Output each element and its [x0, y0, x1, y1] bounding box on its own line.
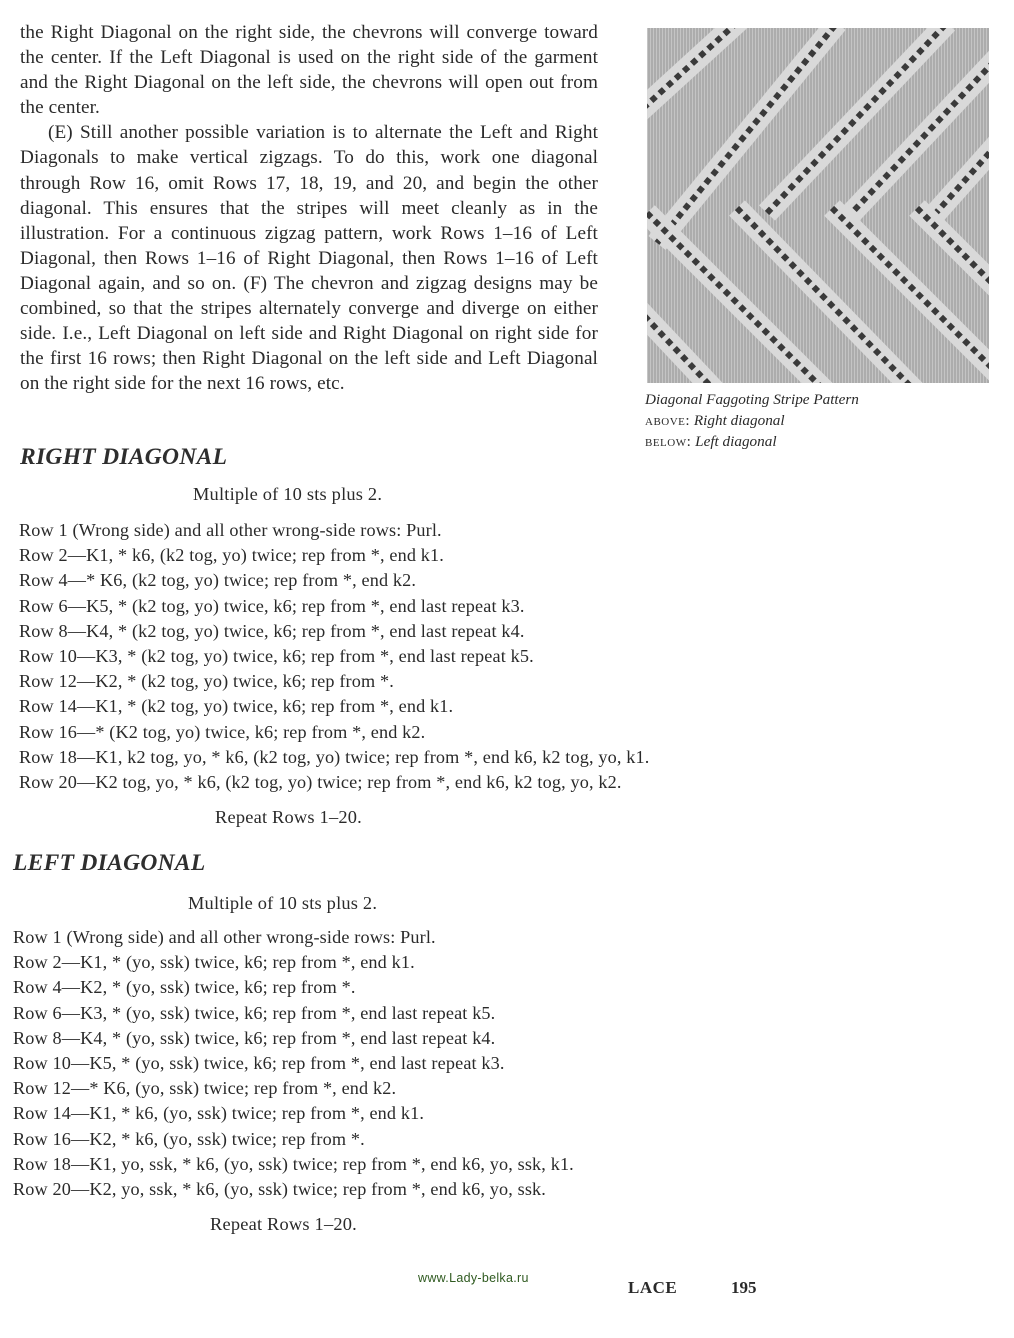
row-item: Row 10—K3, * (k2 tog, yo) twice, k6; rep from *, end last repeat k5.	[19, 646, 534, 667]
caption-above	[645, 410, 985, 431]
right-diagonal-multiple: Multiple of 10 sts plus 2.	[193, 484, 383, 504]
row-item: Row 6—K5, * (k2 tog, yo) twice, k6; rep from *, end last repeat k3.	[19, 595, 525, 616]
row-item: Row 8—K4, * (yo, ssk) twice, k6; rep from *, end last repeat k4.	[13, 1027, 496, 1048]
figure-caption	[645, 389, 985, 452]
row-item: Row 4—K2, * (yo, ssk) twice, k6; rep from *.	[13, 977, 356, 998]
row-item: Row 12—K2, * (k2 tog, yo) twice, k6; rep from *.	[19, 671, 394, 692]
watermark-link[interactable]: www.Lady-belka.ru	[418, 1271, 529, 1285]
row-item: Row 16—K2, * k6, (yo, ssk) twice; rep from *.	[13, 1128, 365, 1149]
knitted-swatch-photo-icon	[647, 28, 989, 383]
intro-paragraph-2: (E) Still another possible variation is to alternate the Left and Right Diagonals to make vertical zigzags. To do this, work one diagonal through Row 16, omit Rows 17, 18, 19, and 20, and begin the other diagonal. This ensures that the stripes will meet cleanly as in the illustration. For a continuous zigzag pattern, work Rows 1–16 of Left Diagonal, then Rows 1–16 of Right Diagonal, then Rows 1–16 of Left Diagonal again, and so on. (F) The chevron and zigzag designs may be combined, so that the stripes alternately converge and diverge on either side. I.e., Left Diagonal on left side and Right Diagonal on right side for the first 16 rows; then Right Diagonal on the left side and Left Diagonal on the right side for the next 16 rows, etc.	[20, 122, 598, 395]
row-item: Row 12—* K6, (yo, ssk) twice; rep from *, end k2.	[13, 1078, 397, 1099]
left-diagonal-heading: LEFT DIAGONAL	[13, 850, 206, 876]
left-diagonal-multiple: Multiple of 10 sts plus 2.	[188, 893, 378, 913]
left-diagonal-repeat: Repeat Rows 1–20.	[210, 1214, 357, 1234]
row-item: Row 2—K1, * (yo, ssk) twice, k6; rep from *, end k1.	[13, 952, 415, 973]
right-diagonal-heading: RIGHT DIAGONAL	[20, 444, 228, 470]
intro-paragraph-1: the Right Diagonal on the right side, the chevrons will converge toward the center. If the Left Diagonal is used on the right side of the garment and the Right Diagonal on the left side, the chevrons will open out from the center.	[20, 22, 598, 119]
row-item: Row 10—K5, * (yo, ssk) twice, k6; rep from *, end last repeat k3.	[13, 1053, 505, 1074]
row-item: Row 14—K1, * k6, (yo, ssk) twice; rep from *, end k1.	[13, 1103, 425, 1124]
swatch-photo	[647, 28, 989, 383]
row-item: Row 20—K2 tog, yo, * k6, (k2 tog, yo) twice; rep from *, end k6, k2 tog, yo, k2.	[19, 772, 622, 793]
caption-below-value: Left diagonal	[695, 433, 777, 450]
row-item: Row 14—K1, * (k2 tog, yo) twice, k6; rep from *, end k1.	[19, 696, 454, 717]
running-footer-section: LACE	[628, 1278, 678, 1297]
row-item: Row 20—K2, yo, ssk, * k6, (yo, ssk) twice; rep from *, end k6, yo, ssk.	[13, 1179, 546, 1200]
row-item: Row 4—* K6, (k2 tog, yo) twice; rep from *, end k2.	[19, 570, 417, 591]
intro-text	[20, 20, 598, 396]
page-number: 195	[731, 1278, 757, 1297]
left-diagonal-rows	[13, 925, 574, 1202]
row-item: Row 6—K3, * (yo, ssk) twice, k6; rep from *, end last repeat k5.	[13, 1002, 496, 1023]
caption-below	[645, 431, 985, 452]
row-item: Row 8—K4, * (k2 tog, yo) twice, k6; rep from *, end last repeat k4.	[19, 620, 525, 641]
row-item: Row 1 (Wrong side) and all other wrong-side rows: Purl.	[13, 927, 436, 947]
row-item: Row 2—K1, * k6, (k2 tog, yo) twice; rep from *, end k1.	[19, 545, 444, 566]
right-diagonal-rows	[19, 518, 649, 795]
row-item: Row 16—* (K2 tog, yo) twice, k6; rep from *, end k2.	[19, 721, 426, 742]
row-item: Row 1 (Wrong side) and all other wrong-side rows: Purl.	[19, 520, 442, 540]
caption-above-value: Right diagonal	[693, 412, 785, 429]
caption-title: Diagonal Faggoting Stripe Pattern	[645, 391, 859, 408]
row-item: Row 18—K1, k2 tog, yo, * k6, (k2 tog, yo) twice; rep from *, end k6, k2 tog, yo, k1.	[19, 746, 650, 767]
caption-below-label: below:	[645, 433, 692, 450]
row-item: Row 18—K1, yo, ssk, * k6, (yo, ssk) twice; rep from *, end k6, yo, ssk, k1.	[13, 1153, 574, 1174]
right-diagonal-repeat: Repeat Rows 1–20.	[215, 807, 362, 827]
caption-above-label: above:	[645, 412, 691, 429]
